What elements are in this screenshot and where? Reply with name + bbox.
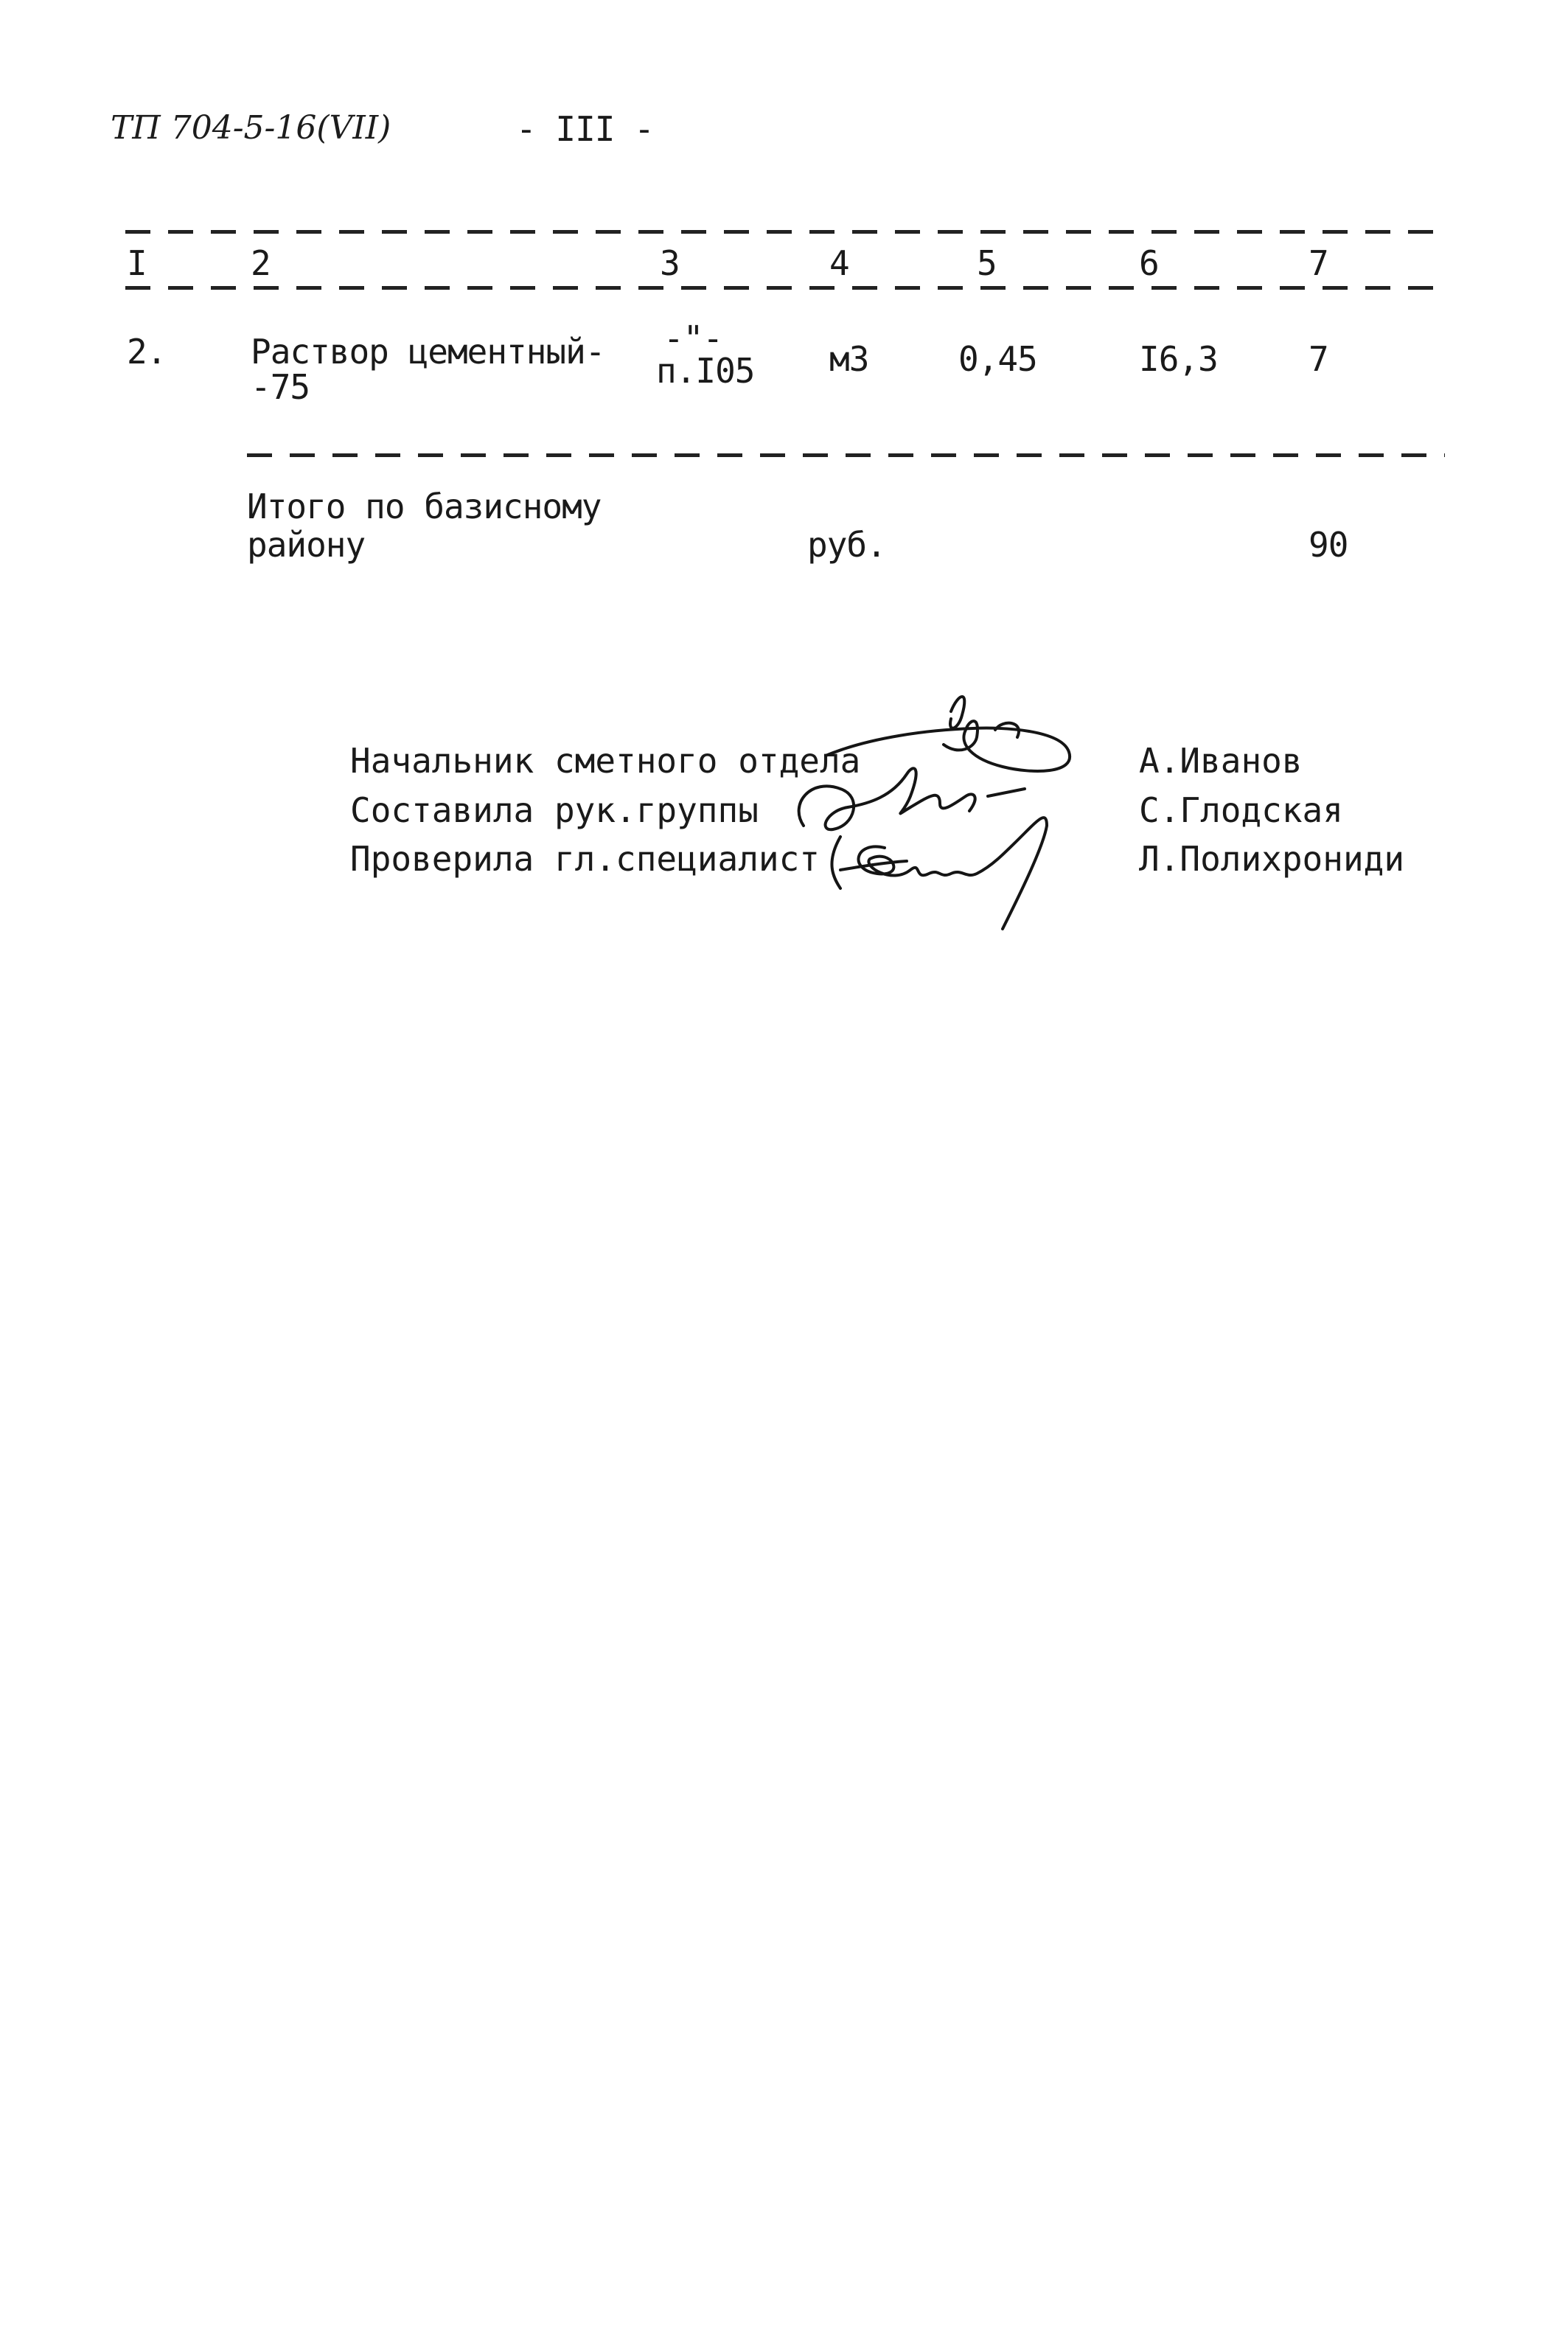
signature-name-1: А.Иванов	[1139, 741, 1303, 781]
column-header-3: 3	[660, 243, 680, 283]
row-reference-line1: -"-	[663, 318, 723, 358]
column-header-4: 4	[829, 243, 850, 283]
signature-name-2: С.Глодская	[1139, 790, 1343, 830]
signature-1-loop	[950, 697, 1019, 737]
row-name-line2: -75	[251, 367, 310, 407]
row-number: 2.	[127, 332, 167, 372]
signature-1-stroke	[826, 721, 1070, 771]
total-unit: руб.	[807, 525, 886, 565]
column-header-2: 2	[251, 243, 271, 283]
signature-role-3: Проверила гл.специалист	[350, 839, 820, 879]
row-reference-line2: п.I05	[656, 351, 755, 391]
row-quantity: 0,45	[958, 339, 1037, 379]
row-unit: м3	[829, 339, 869, 379]
column-header-5: 5	[977, 243, 997, 283]
page-number: - III -	[516, 109, 654, 149]
row-sum: 7	[1309, 339, 1328, 379]
total-label-line1: Итого по базисному	[247, 487, 602, 526]
document-code: ТП 704-5-16(VII)	[111, 109, 391, 147]
table-header-rule	[125, 286, 1445, 290]
signature-2-dash	[988, 789, 1025, 796]
signature-name-3: Л.Полихрониди	[1139, 839, 1405, 879]
row-price: I6,3	[1139, 339, 1218, 379]
column-header-7: 7	[1309, 243, 1329, 283]
signature-2-tail	[832, 837, 840, 888]
total-rule	[247, 453, 1445, 457]
row-name-line1: Раствор цементный-	[251, 332, 605, 372]
signature-role-1: Начальник сметного отдела	[350, 741, 861, 781]
column-header-1: I	[127, 243, 147, 283]
total-value: 90	[1309, 525, 1348, 565]
table-top-rule	[125, 230, 1445, 234]
signature-3-stroke	[859, 818, 1047, 929]
handwritten-signatures	[781, 686, 1091, 936]
signature-2-stroke	[799, 768, 975, 829]
column-header-6: 6	[1139, 243, 1160, 283]
signature-role-2: Составила рук.группы	[350, 790, 759, 830]
total-label-line2: району	[247, 525, 366, 565]
